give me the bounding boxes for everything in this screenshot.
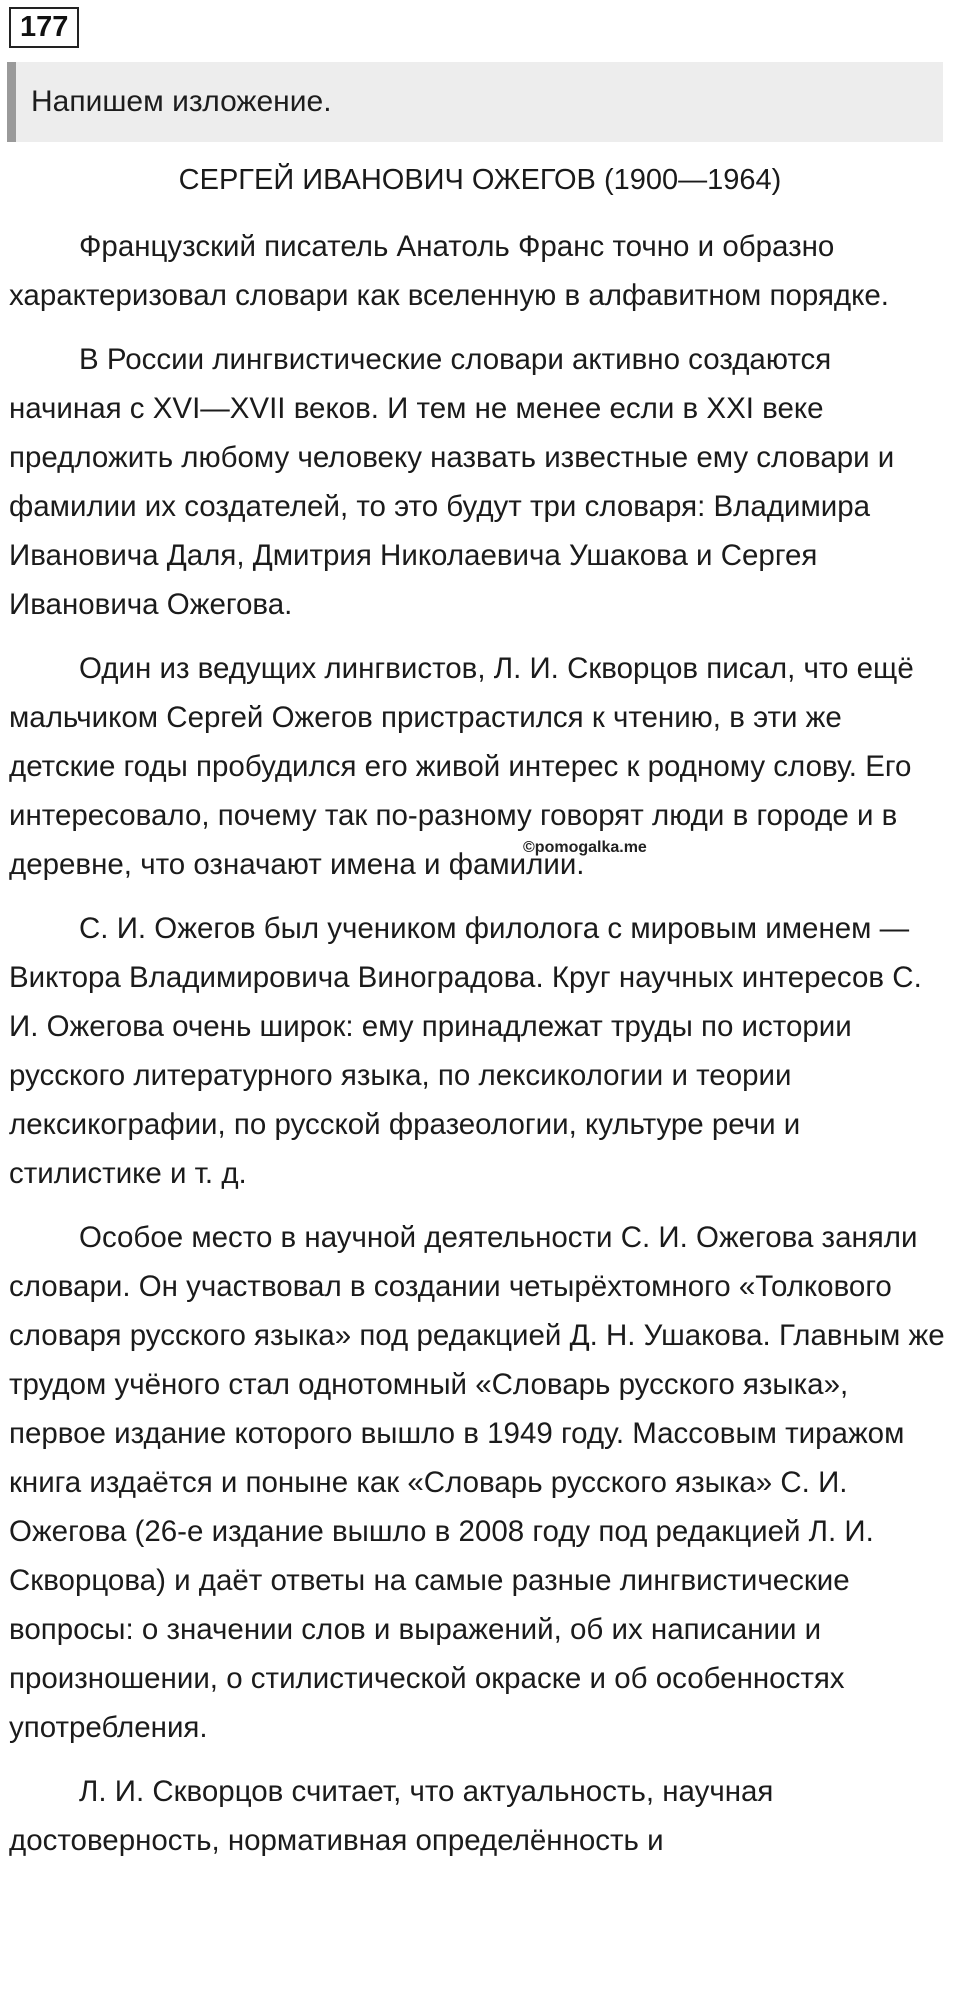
task-number: 177 xyxy=(9,7,79,48)
document-title: СЕРГЕЙ ИВАНОВИЧ ОЖЕГОВ (1900—1964) xyxy=(178,164,782,196)
paragraph: Л. И. Скворцов считает, что актуальность, научная достоверность, нормативная определённость и xyxy=(9,1775,774,1857)
paragraph: Французский писатель Анатоль Франс точно и образно характеризовал словари как вселенную в алфавитном порядке. xyxy=(9,230,889,312)
paragraph: В России лингвистические словари активно создаются начиная с XVI—XVII веков. И тем не менее если в XXI веке предложить любому человеку назвать известные ему словари и фамилии их создателей, то это будут три словаря: Владимира Ивановича Даля, Дмитрия Николаевича Ушакова и Сергея Ивановича Ожегова. xyxy=(9,343,895,621)
task-instruction-text: Напишем изложение. xyxy=(31,85,332,118)
document-body xyxy=(9,222,949,1880)
watermark: ©pomogalka.me xyxy=(523,839,647,856)
task-instruction-banner xyxy=(7,62,943,142)
paragraph: С. И. Ожегов был учеником филолога с мировым именем — Виктора Владимировича Виноградова. Круг научных интересов С. И. Ожегова очень широк: ему принадлежат труды по истории русского литературного языка, по лексикологии и теории лексикографии, по русской фразеологии, культуре речи и стилистике и т. д. xyxy=(9,912,922,1190)
paragraph: Один из ведущих лингвистов, Л. И. Скворцов писал, что ещё мальчиком Сергей Ожегов пристрастился к чтению, в эти же детские годы пробудился его живой интерес к родному слову. Его интересовало, почему так по-разному говорят люди в городе и в деревне, что означают имена и фамилии. xyxy=(9,652,914,881)
paragraph: Особое место в научной деятельности С. И. Ожегова заняли словари. Он участвовал в создании четырёхтомного «Толкового словаря русского языка» под редакцией Д. Н. Ушакова. Главным же трудом учёного стал однотомный «Словарь русского языка», первое издание которого вышло в 1949 году. Массовым тиражом книга издаётся и поныне как «Словарь русского языка» С. И. Ожегова (26-е издание вышло в 2008 году под редакцией Л. И. Скворцова) и даёт ответы на самые разные лингвистические вопросы: о значении слов и выражений, об их написании и произношении, о стилистической окраске и об особенностях употребления. xyxy=(9,1221,945,1744)
